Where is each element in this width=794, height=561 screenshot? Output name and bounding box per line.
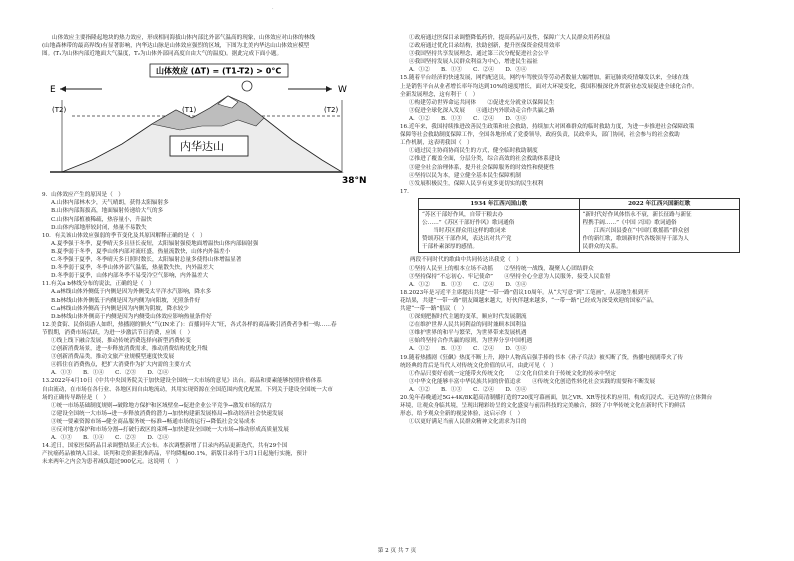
q14-stem: 未来两年之内会为患者减负超过900亿元。这说明（ ） [42, 459, 182, 466]
song-comparison-table [418, 198, 740, 254]
q16-stem: 工作机制，这表明我国（ ） [400, 140, 473, 147]
t2-right-label: (T2) [324, 106, 339, 115]
q15-choices: A．①② B．①③ C．②④ D．③④ [409, 115, 527, 122]
table-text: 公……”《苏区干部好作风》歌词通俗 [422, 220, 515, 227]
q19-stem: 统经典的背后是当代人对传统文化价值的认可，由此可见（ ） [400, 362, 557, 369]
page-dot: · [272, 6, 274, 12]
q13-option: ①统一市场基础制度规则→破除地方保护和区域壁垒→促进企业公平竞争→激发市场的活力 [51, 402, 273, 409]
mountain-effect-diagram [42, 60, 388, 188]
q16-option: ⑤发展积极民生，保障人民享有更多更切实的民生权利 [409, 180, 544, 187]
t2-left-label: (T2) [52, 106, 67, 115]
q12-option: ④抓住在消费热点，把扩大消费作为扩大内需的主要方式 [51, 362, 191, 369]
q10-option: B.夏季弱于冬季，夏季山体内部对流旺盛，热量流散快，山体内外温差小 [51, 248, 231, 255]
q18-option: ①深刻把握时代主题的变革，顺应时代发展潮流 [409, 314, 527, 321]
q14-option: ①政府通过医保目录调整降低药价，提高药品可及性，保障广大人民群众用药权益 [409, 35, 611, 41]
page-footer: 第 2 页 共 7 页 [377, 548, 417, 554]
q16-option: ①通过民主协商协商民生的方式，健全临时救助制度 [409, 148, 538, 155]
q11-option: C.a林线山体外侧高于内侧是因为内侧为阴坡，降水较少 [51, 305, 189, 312]
q17-option: ①坚持人民至上的根本立场不动摇 ②坚持统一战线，凝聚人心团结群众 [409, 265, 594, 272]
intro-line-3: 图。(T₁为山体内部近地面大气温度，T₂为山体外部同高度自由大气的温度)。据此完成下面小题。 [42, 51, 283, 58]
q9-option: D.山体内部地形较封闭，热量不易散失 [51, 224, 147, 231]
q17-option: ③坚持保持“不忘初心、牢记使命” ④坚持全心全意为人民服务，接受人民监督 [409, 273, 611, 280]
q19-stem: 19.随着热播剧《狂飙》热度不断上升，剧中人物高启强手捧的书本《孙子兵法》被买断了货，热播电视剧带火了传 [400, 354, 683, 361]
latitude-label: 38°N [342, 176, 367, 187]
q20-stem: 20.兔年春晚通过5G+4K/8K超高清制播打造的720度穹幕画面，加之VR、XR等技术的应用，构成沉浸式、无边界的立体舞台 [400, 395, 713, 402]
formula-text: 山体效应 (ΔT) = (T1-T2) > 0°C [156, 66, 282, 76]
q16-stem: 保障等社会救助制度保障工作，全国各地形成了党委领导，政府负责，民政牵头，部门协同，社会参与的社会救助 [400, 132, 680, 139]
table-header-2022: 2022 年江西兴国新红歌 [580, 200, 740, 210]
q13-stem: 13.2022年4月10日《中共中央国务院关于加快建设全国统一大市场的意见》出台。商品和要素能够按照价格体系 [42, 378, 322, 385]
q19-choices: A．①② B．①③ C．②④ D．③④ [409, 386, 527, 393]
q11-option: B.b林线山体外侧低于内侧是因为内侧为向阳坡，光照条件好 [51, 297, 201, 304]
q18-stem: 花结果，共建“一带一路”朋友圈越来越大，好伙伴越来越多，“一带一路”已经成为深受欢迎的国家产品， [400, 297, 658, 304]
q12-stem: 12.美食街、民俗街游人如织，热播剧的额火“气(IN来了)：首播同年大“旺，各式各样的商品吸引消费者争相一购……春 [42, 321, 337, 328]
q12-choices: A．①③ B．①④ C．②③ D．②④ [51, 370, 169, 377]
q15-stem: 15.随着平台经济的快速发展，网约配送员，网约车驾驶员等劳动者数量大幅增加，新冠肺炎疫情爆发以来，全球在线 [400, 75, 689, 82]
q20-stem: 形态，给予观众全新的视觉体验，这启示你（ ） [400, 411, 524, 418]
q18-option: ②在维护世界人民共同利益的同时兼顾本国利益 [409, 322, 527, 329]
q14-option: ②政府通过优化目录结构，扶助创新，提升医保资金使用效率 [409, 43, 561, 50]
q13-choices: A．①③ B．①④ C．②③ D．②④ [51, 435, 169, 442]
q18-stem: 18.2023年是习近平主席提出共建“一带一路”倡议10周年。从“大写意”到“工笔画”，从基地生根到开 [400, 289, 649, 296]
q11-option: A.a林线山体外侧低于内侧是因为外侧受太平洋水汽影响，降水多 [51, 289, 212, 296]
q9-option: A.山体内部林木少，天气晴朗，获得太阳辐射多 [51, 200, 169, 207]
table-text: 作的新红歌，歌颂新时代各级领导干部为人 [582, 236, 689, 243]
table-text: “苏区干部好作风，自带干粮去办 [422, 211, 504, 218]
q15-option: ①构建劳动世界命运共同体 ②促进充分就业以保障民生 [409, 99, 555, 106]
q14-option: ④我国坚持发展人民群众利益为中心，增进民生福祉 [409, 59, 538, 66]
q18-choices: A．①② B．①③ C．②④ D．③④ [409, 346, 527, 353]
q10-option: A.夏季强于冬季，夏季晴天多且昼长夜短，太阳辐射强使地面增温快山体内部辐射强 [51, 240, 259, 247]
q16-option: ④坚持以民为本，建立健全基本民生保障机制 [409, 172, 521, 179]
q20-stem: 环境，让观众身临其境，呈现出精彩纷呈的文化盛宴与前沿科技的完美融合，探经了中华传统文化在新时代下的鲜活 [400, 403, 686, 410]
q18-option: ④始终坚持合作共赢的原则，为世界分享中国机遇 [409, 338, 533, 345]
q16-option: ③建全社会治理体系，提升社会保障服务的时效性和便捷性 [409, 164, 555, 171]
q12-option: ①线上线下融合发展，推动传统消费选择向新型消费转变 [51, 337, 191, 344]
q16-option: ②推进了覆盖全面，分层分类，综合高效的社会救助体系建设 [409, 156, 561, 163]
intro-line-2: (山地森林带的最高界线)有显著影响，内华达山脉是山体效应强烈的区域，下图为北美内华达山山体效应模型 [42, 43, 310, 50]
q20-option: ①以更好满足当前人民群众精神文化需求为目的 [409, 419, 527, 426]
q15-option: ③促进全球化深入发展 ④通过内外联动走合作共赢之路 [409, 107, 555, 114]
q10-option: D.冬季弱于夏季，冬季山体外部气温低，热量散失快，内外温差大 [51, 265, 214, 272]
intro-line-1: 山体效应主要指隆起地块的热力效应，形成相同海拔山体内部比外部气温高的现象，山体效应对山体的林线 [52, 35, 315, 41]
q9-option: C.山体内部植被稀疏，热容量小，升温快 [51, 216, 152, 223]
q9-stem: 9．山体效应产生的原因是（ ） [42, 192, 124, 199]
sun-icon [242, 81, 252, 91]
west-label: W [338, 85, 347, 96]
q16-stem: 16.近年来，我国持续推进改善民生政策和社会救助，持续加大对困难群众的临时救助力度，为进一步推进社会保障政策 [400, 124, 695, 131]
q10-stem: 10．有关该山体效应强弱的季节变化及其原因解释正确的是（ ） [42, 232, 206, 239]
q13-stem: 场的正确传导路径是（ ） [42, 394, 110, 401]
east-arrowhead [60, 86, 66, 92]
q10-option: C.冬季强于夏季，冬季晴天多日照时数长，太阳辐射总量多使得山体增温显著 [51, 257, 242, 264]
q18-option: ③维护世界的和平与繁荣，为世界带来发展机遇 [409, 330, 527, 337]
table-text: “新时代好作风体悟永不衰，新长征路与新征 [582, 211, 692, 218]
q11-option: D.b林线山体外侧高于内侧是因为内侧受山体效应影响热量条件好 [51, 313, 212, 320]
q15-stem: 全新发展理念，这有利于（ ） [400, 91, 479, 98]
q12-stem: 节假期，消费市场活跃，为进一步激活节日消费，应该（ ） [42, 329, 194, 336]
right-column [400, 34, 756, 426]
table-text: 江西兴国县委在“中国红歌摇篮”群众创 [582, 228, 689, 235]
q13-option: ②建设全国统一大市场→进一步释放消费的潜力→加快构建新发展格局→推动经济社会快速发展 [51, 410, 284, 417]
table-text: 赞颂苏区干部作风，表达出对共产党 [422, 236, 512, 243]
table-text: 程携手阔……”《中国 兴国》歌词通俗 [582, 220, 677, 227]
q13-option: ③统一要素资源市场→健全商品服务统一标准→畅通市场的运行→降低社会交易成本 [51, 418, 256, 425]
table-text: 民群众的关系。 [582, 244, 622, 251]
q18-stem: 共建“一带一路”倡议（ ） [400, 306, 468, 312]
q19-option: ③中华文化能够丰富中华民族共同的价值追求 ④传统文化创造性转化社会实践的需要和不断发展 [409, 378, 656, 385]
q14-option: ③我国坚持共享发展理念，通过第三次分配促进社会公平 [409, 51, 549, 58]
q17-label: 17. [400, 188, 409, 195]
q17-choices: A．①② B．①③ C．②④ D．③④ [409, 281, 527, 288]
q19-option: ①作品只要好看就一定能带火传统文化 ②文化自信来自于传统文化的传承中坚定 [409, 370, 616, 377]
west-arrowhead [326, 86, 332, 92]
q12-option: ③创新消费品类，推动文旅产业规模型速度快发展 [51, 354, 175, 361]
table-text: 干部朴素深厚的感情。 [422, 244, 478, 251]
q12-option: ②创新消费场景，进一步释放消费需求，推动消费结构优化升级 [51, 346, 208, 353]
q14-choices: A．①② B．①③ C．②④ D．③④ [409, 67, 527, 74]
t1-label: (T1) [182, 106, 197, 115]
east-label: E [50, 85, 56, 96]
q11-stem: 11.有关a b林线分布的说法，正确的是（ ） [42, 281, 155, 288]
q17-stem: 两段不同时代的歌曲中共同传达出我党（ ） [410, 257, 522, 264]
table-text: 当时苏区群众用这样的歌词来 [422, 228, 506, 235]
table-cell-2022 [579, 199, 740, 253]
q14-stem: 产抗癌药品被纳入目录。谈判和竞价新批准药品，平均降幅60.1%，新版目录将于3月1日起施行实施，预计 [42, 451, 308, 458]
table-cell-1934 [419, 199, 579, 253]
range-name: 内华达山 [180, 140, 224, 154]
q14-stem: 14.近日，国家医保药品目录调整结果正式公布。本次调整新增了目录内药品更新迭代，共有29个国 [42, 443, 288, 450]
mountain-diagram-svg [42, 60, 388, 188]
mountain-body [62, 96, 342, 172]
left-column [42, 34, 388, 466]
q15-stem: 上是销售平台从业者增长率年均达到10%的速度增长，面对大环境变化，我国积极深化外贸新业态发展促进全球化合作。 [400, 83, 698, 90]
q9-option: B.山体内部海拔高，地面辐射传递给大气的多 [51, 208, 164, 215]
q13-stem: 自由流动，在市场在各行业、各地区间自由地流动，其用实现资源在全国范围内优化配置。下列关于建设全国统一大市 [42, 386, 333, 393]
q13-option: ④反对地方保护和市场分割→打破行政区的束缚→加快建设全国统一大市场→推动形成高质量发展 [51, 427, 289, 433]
table-header-1934: 1934 年江西兴国山歌 [419, 200, 579, 210]
q10-option: D.冬季弱于夏季，山体内部冬季不易受冷空气影响，内外温差大 [51, 273, 209, 280]
